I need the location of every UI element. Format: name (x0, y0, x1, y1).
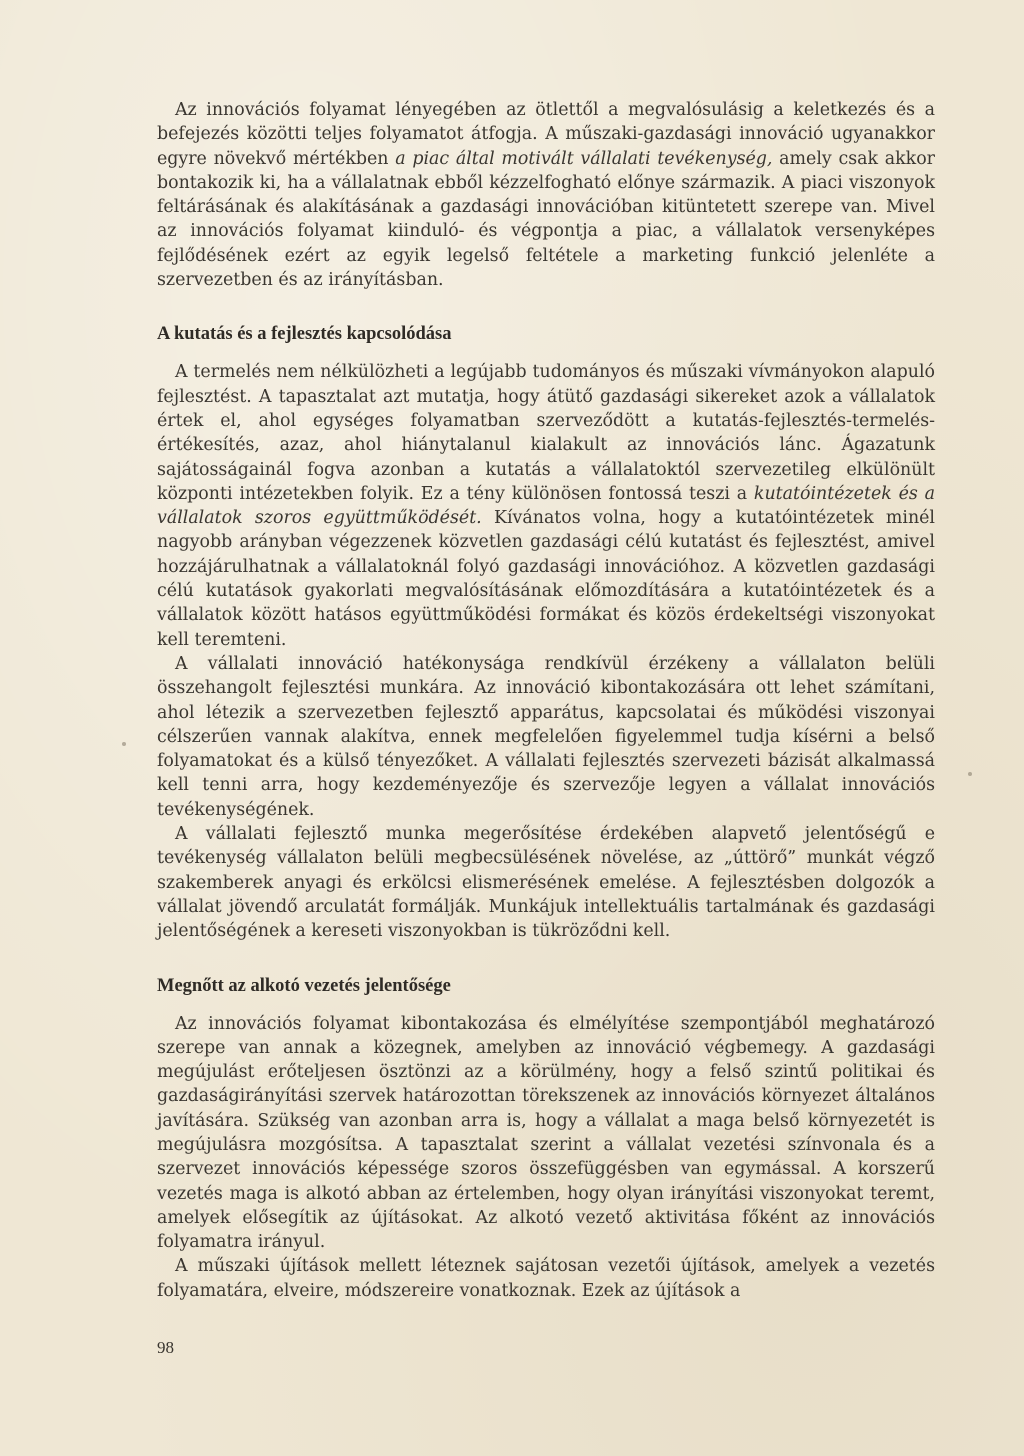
research-p1-emphasis: kutatóintézetek és a vállalatok szoros együttműködését. (157, 483, 935, 529)
section-heading-leadership: Megnőtt az alkotó vezetés jelentősége (157, 975, 451, 996)
research-p1-text-2: Kívánatos volna, hogy a kutatóintézetek minél nagyobb arányban végezzenek közvetlen gazdasági célú kutatást és fejlesztést, amivel hozzájárulhatnak a vállalatoknál folyó gazdasági innovációhoz. A közvetlen gazdasági célú kutatások gyakorlati megvalósításának előmozdítására a kutatóintézetek és a vállalatok között hatásos együttműködési formákat és közös érdekeltségi viszonyokat kell teremteni. (157, 508, 935, 650)
paper-speck (968, 772, 972, 776)
research-p1-text-1: A termelés nem nélkülözheti a legújabb tudományos és műszaki vívmányokon alapuló fejlesztést. A tapasztalat azt mutatja, hogy átütő gazdasági sikereket azok a vállalatok értek el, ahol egységes folyamatban szerveződött a kutatás-fejlesztés-termelés-értékesítés, azaz, ahol hiánytalanul kialakult az innovációs lánc. Ágazatunk sajátosságainál fogva azonban a kutatás a vállalatoktól szervezetileg elkülönült központi intézetekben folyik. Ez a tény különösen fontossá teszi a (157, 362, 935, 504)
paper-speck (122, 742, 126, 746)
research-paragraph-1 (157, 360, 935, 652)
leadership-paragraph-2: A műszaki újítások mellett léteznek sajátosan vezetői újítások, amelyek a vezetés folyamatára, elveire, módszereire vonatkoznak. Ezek az újítások a (157, 1256, 935, 1301)
leadership-paragraph-1: Az innovációs folyamat kibontakozása és elmélyítése szempontjából meghatározó szerepe van annak a közegnek, amelyben az innováció végbemegy. A gazdasági megújulást erőteljesen ösztönzi az a körülmény, hogy a felső szintű politikai és gazdaságirányítási szervek határozottan törekszenek az innovációs környezet általános javítására. Szükség van azonban arra is, hogy a vállalat a maga belső környezetét is megújulásra mozgósítsa. A tapasztalat szerint a vállalat vezetési színvonala és a szervezet innovációs képessége szoros összefüggésben van egymással. A korszerű vezetés maga is alkotó abban az értelemben, hogy olyan irányítási viszonyokat teremt, amelyek elősegítik az újításokat. Az alkotó vezető aktivitása főként az innovációs folyamatra irányul. (157, 1013, 935, 1253)
research-paragraph-2: A vállalati innováció hatékonysága rendkívül érzékeny a vállalaton belüli összehangolt fejlesztési munkára. Az innováció kibontakozására ott lehet számítani, ahol létezik a szervezetben fejlesztő apparátus, kapcsolatai és működési viszonyai célszerűen vannak alakítva, ennek megfelelően figyelemmel tudja kísérni a belső folyamatokat és a külső tényezőket. A vállalati fejlesztés szervezeti bázisát alkalmassá kell tenni arra, hogy kezdeményezője és szervezője legyen a vállalat innovációs tevékenységének. (157, 653, 935, 820)
section-heading-research: A kutatás és a fejlesztés kapcsolódása (157, 324, 452, 345)
intro-text-2: amely csak akkor bontakozik ki, ha a vállalatnak ebből kézzelfogható előnye származik. A piaci viszonyok feltárásának és alakításának a gazdasági innovációban kitüntetett szerepe van. Mivel az innovációs folyamat kiinduló- és végpontja a piac, a vállalatok versenyképes fejlődésének ezért az egyik legelső feltétele a marketing funkció jelenléte a szervezetben és az irányításban. (157, 148, 935, 291)
intro-emphasis: a piac által motivált vállalati tevékenység, (395, 148, 773, 169)
research-paragraph-3: A vállalati fejlesztő munka megerősítése érdekében alapvető jelentőségű e tevékenység vállalaton belüli megbecsülésének növelése, az „úttörő” munkát végző szakemberek anyagi és erkölcsi elismerésének emelése. A fejlesztésben dolgozók a vállalat jövendő arculatát formálják. Munkájuk intellektuális tartalmának és gazdasági jelentőségének a kereseti viszonyokban is tükröződni kell. (157, 824, 935, 942)
intro-paragraph (157, 98, 935, 292)
page-number: 98 (157, 1338, 174, 1357)
intro-text-1: Az innovációs folyamat lényegében az ötlettől a megvalósulásig a keletkezés és a befejezés közötti teljes folyamatot átfogja. A műszaki-gazdasági innováció ugyanakkor egyre növekvő mértékben (157, 100, 935, 169)
page-body (157, 98, 935, 1303)
